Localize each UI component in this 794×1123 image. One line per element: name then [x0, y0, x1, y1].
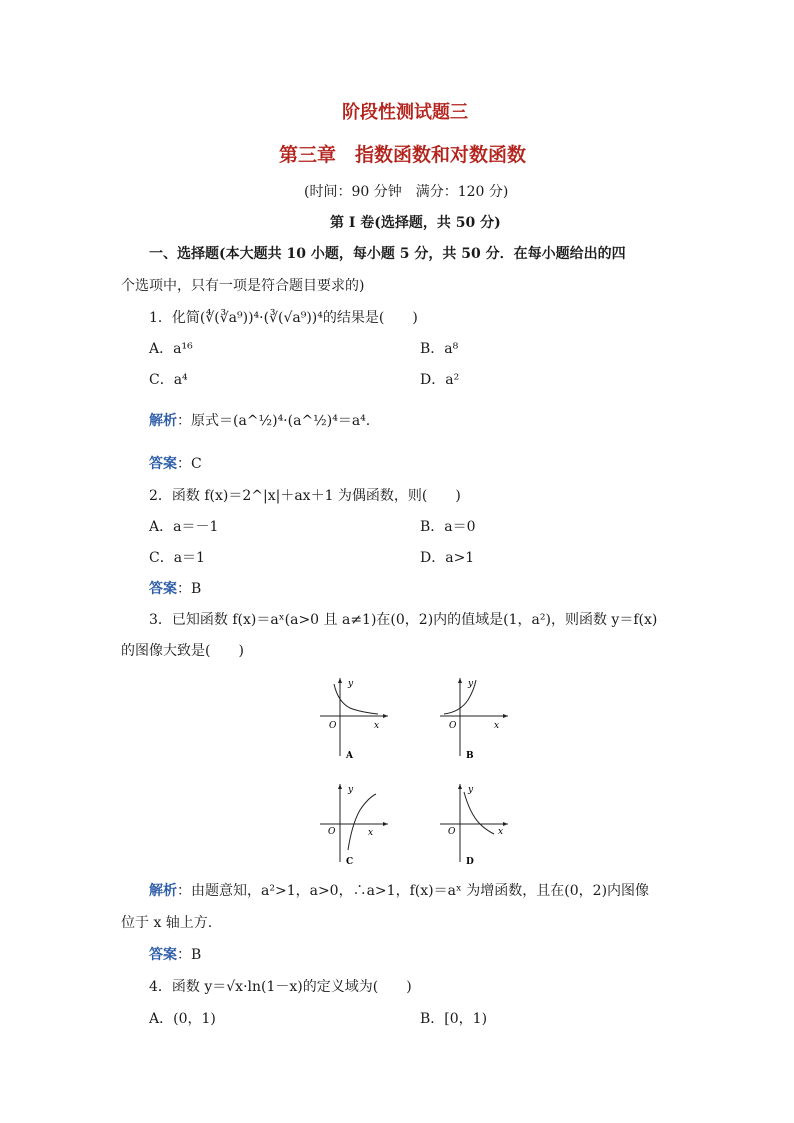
answer-label: 答案: [149, 581, 177, 597]
graph-d: [436, 778, 516, 868]
q1-option-d: D．a²: [420, 372, 460, 388]
analysis-label: 解析: [149, 883, 177, 899]
axis-y-label: y: [468, 785, 474, 795]
analysis-text: ：由题意知，a²>1，a>0，∴a>1，f(x)＝aˣ 为增函数，且在(0，2)内图像: [177, 883, 650, 899]
axis-y-label: y: [348, 679, 354, 689]
q2-option-d: D．a>1: [420, 550, 475, 566]
q4-option-a: A．(0，1): [149, 1011, 216, 1027]
q2-option-b: B．a＝0: [420, 519, 476, 535]
q3-analysis-line-1: [149, 880, 649, 900]
graph-a: [316, 672, 396, 762]
q1-analysis: [149, 410, 370, 430]
q4-option-b: B．[0，1): [420, 1011, 488, 1027]
answer-text: ：B: [177, 947, 202, 963]
q1-option-b: B．a⁸: [420, 341, 459, 357]
axis-x-label: x: [494, 721, 500, 731]
origin-label: O: [329, 721, 337, 731]
chapter-title: 第三章 指数函数和对数函数: [279, 144, 527, 166]
q3-analysis-line-2: 位于 x 轴上方.: [121, 915, 213, 931]
q2-option-c: C．a＝1: [149, 550, 205, 566]
axis-x-label: x: [368, 828, 374, 838]
axis-y-label: y: [348, 785, 354, 795]
axis-x-label: x: [498, 827, 504, 837]
answer-text: ：C: [177, 456, 202, 472]
q4-stem: 4．函数 y＝√x·ln(1－x)的定义域为( ): [149, 979, 412, 995]
q1-option-a: A．a¹⁶: [149, 341, 193, 357]
section-line-1: 一、选择题(本大题共 10 小题，每小题 5 分，共 50 分．在每小题给出的四: [149, 246, 626, 262]
q1-answer: [149, 453, 202, 473]
q3-stem-line-2: 的图像大致是( ): [121, 643, 244, 659]
q1-stem: 1．化简(∜(∛a⁹))⁴·(∛(√a⁹))⁴的结果是( ): [149, 310, 418, 326]
graph-label: B: [466, 751, 474, 761]
graph-b: [436, 672, 516, 762]
graph-label: A: [346, 751, 353, 761]
axis-y-label: y: [468, 679, 474, 689]
axis-x-label: x: [374, 721, 380, 731]
graph-label: D: [466, 857, 474, 867]
answer-label: 答案: [149, 456, 177, 472]
q3-stem-line-1: 3．已知函数 f(x)＝aˣ(a>0 且 a≠1)在(0，2)内的值域是(1，a²)，则函数 y＝f(x): [149, 612, 658, 628]
q2-option-a: A．a＝－1: [149, 519, 219, 535]
answer-text: ：B: [177, 581, 202, 597]
graph-label: C: [346, 857, 354, 867]
answer-label: 答案: [149, 947, 177, 963]
q3-answer: [149, 944, 201, 964]
analysis-text: ：原式＝(a^½)⁴·(a^½)⁴＝a⁴.: [177, 413, 371, 429]
section-line-2: 个选项中，只有一项是符合题目要求的): [121, 278, 365, 294]
volume-heading: 第 I 卷(选择题，共 50 分): [330, 215, 501, 231]
q2-answer: [149, 578, 201, 598]
page-title: 阶段性测试题三: [342, 102, 468, 123]
time-info: (时间：90 分钟 满分：120 分): [304, 184, 509, 200]
origin-label: O: [448, 827, 456, 837]
analysis-label: 解析: [149, 413, 177, 429]
graph-c: [316, 778, 396, 868]
q2-stem: 2．函数 f(x)＝2^|x|＋ax＋1 为偶函数，则( ): [149, 488, 461, 504]
origin-label: O: [328, 827, 336, 837]
q1-option-c: C．a⁴: [149, 372, 188, 388]
origin-label: O: [449, 721, 457, 731]
